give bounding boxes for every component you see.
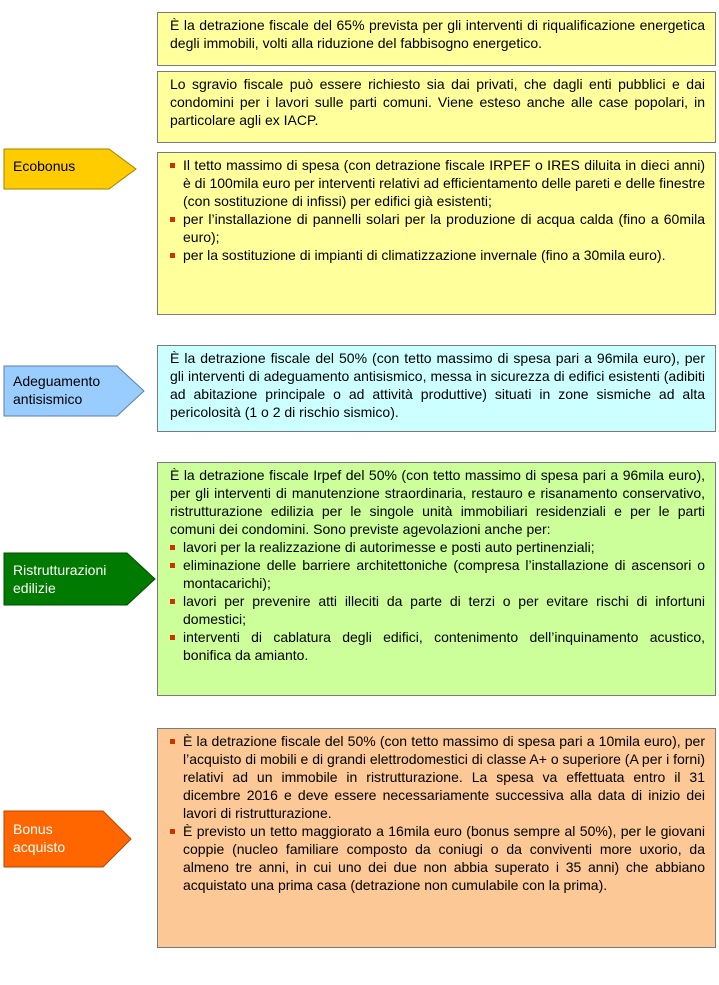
ecobonus-definition-text: È la detrazione fiscale del 65% prevista per gli interventi di riqualificazione energetica degli immobili, volti alla riduzione del fabbisogno energetico. <box>170 17 705 51</box>
ecobonus-label: Ecobonus <box>13 158 76 174</box>
bullet-icon <box>170 217 175 222</box>
ristrutturazioni-arrow-label <box>3 552 157 606</box>
ecobonus-limits-list <box>170 156 705 264</box>
adeguamento-text: È la detrazione fiscale del 50% (con tetto massimo di spesa pari a 96mila euro), per gli interventi di adeguamento antisismico, messa in sicurezza di edifici esistenti (adibiti ad abitazione principale o ad attività produttive) situati in zone sismiche ad alta pericolosità (1 o 2 di rischio sismico). <box>170 350 705 420</box>
ecobonus-limits-box <box>157 152 716 315</box>
bullet-icon <box>170 599 175 604</box>
list-item: Il tetto massimo di spesa (con detrazione fiscale IRPEF o IRES diluita in dieci anni) è di 100mila euro per interventi relativi ad efficientamento delle pareti e delle finestre (con sostituzione di infissi) per edifici già esistenti; <box>170 156 705 210</box>
adeguamento-label: Adeguamento antisismico <box>13 373 101 407</box>
list-item: interventi di cablatura degli edifici, contenimento dell’inquinamento acustico, bonifica da amianto. <box>170 628 705 664</box>
adeguamento-box <box>157 345 716 432</box>
list-item: lavori per prevenire atti illeciti da parte di terzi o per evitare rischi di infortuni domestici; <box>170 592 705 628</box>
ecobonus-eligibility-text: Lo sgravio fiscale può essere richiesto sia dai privati, che dagli enti pubblici e dai condomini per i lavori sulle parti comuni. Viene esteso anche alle case popolari, in particolare agli ex IACP. <box>170 76 705 128</box>
list-item: È la detrazione fiscale del 50% (con tetto massimo di spesa pari a 10mila euro), per l’acquisto di mobili e di grandi elettrodomestici di classe A+ o superiore (A per i forni) relativi ad un immobile in ristrutturazione. La spesa va effettuata entro il 31 dicembre 2016 e deve essere necessariamente successiva alla data di inizio dei lavori di ristrutturazione. <box>170 732 705 822</box>
list-item: per l’installazione di pannelli solari per la produzione di acqua calda (fino a 60mila euro); <box>170 210 705 246</box>
bonus-box <box>157 728 716 948</box>
ristrutturazioni-box <box>157 462 716 696</box>
ristrutturazioni-intro: È la detrazione fiscale Irpef del 50% (con tetto massimo di spesa pari a 96mila euro), per gli interventi di manutenzione straordinaria, restauro e risanamento conservativo, ristrutturazione edilizia per le singole unità immobiliari residenziali e per le parti comuni dei condomini. Sono previste agevolazioni anche per: <box>170 467 705 537</box>
ecobonus-arrow-label <box>3 148 138 190</box>
bonus-list <box>170 732 705 894</box>
bullet-icon <box>170 829 175 834</box>
bullet-icon <box>170 563 175 568</box>
list-item: eliminazione delle barriere architettoniche (compresa l’installazione di ascensori o montacarichi); <box>170 556 705 592</box>
ristrutturazioni-label: Ristrutturazioni edilizie <box>13 562 107 596</box>
bullet-icon <box>170 163 175 168</box>
bullet-icon <box>170 545 175 550</box>
list-item: È previsto un tetto maggiorato a 16mila euro (bonus sempre al 50%), per le giovani coppie (nucleo familiare composto da coniugi o da conviventi more uxorio, da almeno tre anni, in cui uno dei due non abbia superato i 35 anni) che abbiano acquistato una prima casa (detrazione non cumulabile con la prima). <box>170 822 705 894</box>
list-item: per la sostituzione di impianti di climatizzazione invernale (fino a 30mila euro). <box>170 246 705 264</box>
adeguamento-arrow-label <box>3 365 146 417</box>
bullet-icon <box>170 739 175 744</box>
ecobonus-eligibility-box <box>157 71 716 143</box>
bullet-icon <box>170 635 175 640</box>
ecobonus-definition-box <box>157 12 716 66</box>
list-item: lavori per la realizzazione di autorimesse e posti auto pertinenziali; <box>170 538 705 556</box>
bonus-arrow-label <box>3 810 133 868</box>
bullet-icon <box>170 253 175 258</box>
bonus-label: Bonus acquisto <box>13 821 66 855</box>
ristrutturazioni-list <box>170 538 705 664</box>
